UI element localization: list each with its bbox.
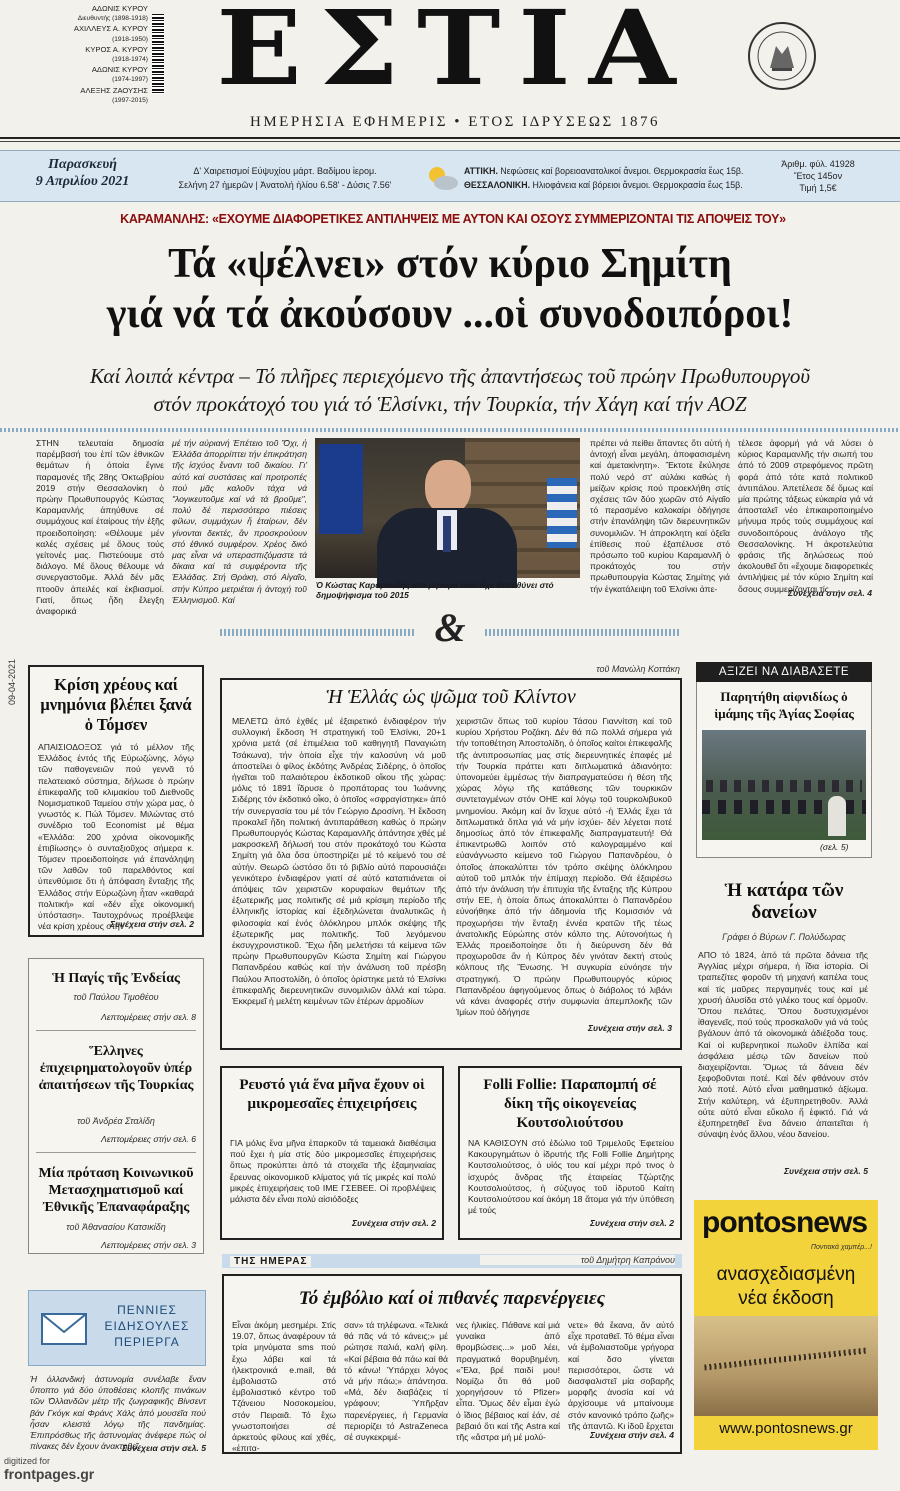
issue-price: Τιμή 1,5€ xyxy=(799,183,837,193)
stack-item-3-byline: τοῦ Ἀθανασίου Κατσικίδη xyxy=(66,1222,166,1232)
stack-item-1-continued[interactable]: Λεπτομέρειες στήν σελ. 8 xyxy=(101,1012,196,1022)
vaccine-label: ΤΗΣ ΗΜΕΡΑΣ xyxy=(230,1256,311,1267)
founder-line: ΑΛΕΞΗΣ ΖΑΟΥΣΗΣ xyxy=(80,85,148,95)
lead-kicker: ΚΑΡΑΜΑΝΛΗΣ: «ΕΧΟΥΜΕ ΔΙΑΦΟΡΕΤΙΚΕΣ ΑΝΤΙΛΗΨΕΙΣ ΜΕ ΑΥΤΟΝ ΚΑΙ ΟΣΟΥΣ ΣΥΜΜΕΡΙΖΟΝΤΑΙ ΤΙΣ ΑΠΟΨΕΙΣ ΤΟΥ» xyxy=(120,212,786,226)
vaccine-column-1: Εἶναι ἀκόμη μεσημέρι. Στίς 19.07, ὅπως ἀναφέρουν τά τρία μηνύματα sms πού ἔχω λάβει καί τά ἠλεκτρονικά e.mail, θά ἐμβολιαστῶ στό ἐμβολιαστικό κέντρο τοῦ Τζάνειου Νοσοκομείου, στόν Πειραιᾶ. Τό ἔχω γνωστοποιήσει σέ ἀρκετούς φίλους καί χθές, «ἐπιτα- xyxy=(232,1320,336,1454)
procession-row xyxy=(704,1347,868,1370)
ad-text-line1: ανασχεδιασμένη xyxy=(716,1264,856,1285)
crisis-continued[interactable]: Συνέχεια στήν σελ. 2 xyxy=(109,919,194,929)
founder-line: (1997-2015) xyxy=(112,96,148,104)
lead-photo-caption: Ὁ Κώστας Καραμανλής στό μήνυμα πού εἶχε ἀπευθύνει στό δημοψήφισμα τοῦ 2015 xyxy=(316,580,554,600)
lead-continued[interactable]: Συνέχεια στήν σελ. 4 xyxy=(787,588,872,598)
greek-flag-icon xyxy=(547,478,577,548)
must-read-title[interactable]: Παρητήθη αἰφνιδίως ὁ ἰμάμης τῆς Ἁγίας Σοφίας xyxy=(714,689,854,721)
issue-year: Ἔτος 145ον xyxy=(793,171,843,181)
founder-line: ΑΔΩΝΙΣ ΚΥΡΟΥ xyxy=(91,4,148,13)
crisis-article-body: ΑΠΑΙΣΙΟΔΟΞΟΣ γιά τό μέλλον τῆς Ἑλλάδος ἐντός τῆς Εὐρωζώνης, λόγῳ τῶν παθογενειῶν πού γεννᾶ τό πελατειακό σύστημα, δήλωσε ὁ πρώην ἐπικεφαλῆς τοῦ κλιμακίου τοῦ Διεθνοῦς Νομισματικοῦ Ταμείου στήν χώρα μας, ὁ γνωστός κ. Πώλ Τόμσεν. Μιλώντας στό συνέδριο τοῦ Economist μέ θέμα «Ἑλλάδα: 200 χρόνια οἰκονομικῆς ἐπιβίωσης» ὁ συνταξιοῦχος σήμερα κ. Τόμσεν προειδοποίησε γιά ἐπανάληψη τῶν λαθῶν τοῦ παρελθόντος καί ὑπενθύμισε ὅτι ἡ ἀπόφαση ἔνταξης τῆς Ἑλλάδος στήν Εὐρωζώνη ἦταν «καθαρά πολιτική» καί «δέν εἶχε οἰκονομική ὑπόσταση». Ταυτοχρόνως προέβλεψε νέα κρίση χρέους στήν xyxy=(38,742,194,932)
vaccine-column-4: νετε» θά ἔκανα, ἄν αὐτό εἶχε προταθεῖ. Τό θέμα εἶναι νά ἐμβολιαστοῦμε γρήγορα καί δσο γίνεται περισσότεροι, ὥστε νά διασφαλιστεῖ μία σοβαρῆς μορφῆς ἀνοσία καί νά ἀρχίσουμε νά μπαίνουμε στόν κανονικό τρόπο ζωῆς» τῆς ἀπαντῶ. Κι ἰδοῦ ἔρχεται xyxy=(568,1320,674,1431)
founders-list xyxy=(8,4,148,106)
must-read-page[interactable]: (σελ. 5) xyxy=(820,842,849,852)
weather-region: ΘΕΣΣΑΛΟΝΙΚΗ. xyxy=(464,180,531,190)
speaker-tie xyxy=(443,516,451,552)
lead-deck-line2: στόν προκάτοχό του γιά τό Ἑλσίνκι, τήν Τουρκία, τήν Χάγη καί τήν ΑΟΖ xyxy=(153,392,747,416)
footer-watermark xyxy=(4,1456,144,1482)
stack-item-2-title[interactable]: Ἕλληνες ἐπιχειρηματολογοῦν ὑπέρ ἀπαιτήσεων τῆς Τουρκίας xyxy=(38,1044,194,1093)
mosque-photo xyxy=(702,730,866,840)
folli-article-title[interactable]: Folli Follie: Παραπομπή σέ δίκη τῆς οἰκογενείας Κουτσολιούτσου xyxy=(483,1077,657,1131)
founder-line: (1974-1997) xyxy=(112,76,148,84)
stack-item-3-continued[interactable]: Λεπτομέρειες στήν σελ. 3 xyxy=(101,1240,196,1250)
weather-block xyxy=(464,164,754,192)
loans-continued[interactable]: Συνέχεια στήν σελ. 5 xyxy=(783,1166,868,1176)
liquidity-article-title[interactable]: Ρευστό γιά ἕνα μῆνα ἔχουν οἱ μικρομεσαῖες ἐπιχειρήσεις xyxy=(239,1077,425,1112)
clinton-continued[interactable]: Συνέχεια στήν σελ. 3 xyxy=(587,1023,672,1033)
clinton-column-1: ΜΕΛΕΤΩ ἀπό ἐχθές μέ ἐξαιρετικό ἐνδιαφέρον τήν συλλογική ἔκδοση Ἡ στρατηγική τοῦ Ἑλσίνκι, 20+1 χρόνια μετά (σέ ἐπιμέλεια τοῦ καθηγητῆ Παναγιώτη Τσάκωνα), τήν ὁποία εἶχε τήν καλοσύνη νά μοῦ ἀποστείλει ὁ φίλος ἐκδότης Ἀνδρέας Σιδέρης, ὁ ὁποῖος ἡγεῖται τοῦ παλαιότερου ἐκδοτικοῦ οἴκου τῆς χώρας: μόλις τό 1891 ἵδρυσε ὁ προπάτορας του Ἰωάννης Σιδέρης τόν ἐκδοτικό οἶκο, ὁ ὁποῖος «σφραγίστηκε» ἀπό τήν συνεργασία του μέ τόν Γεώργιο Δροσίνη. Ἡ ἔκδοση προκαλεῖ ἤδη πολιτική ἀντιπαράθεση καθώς ὁ πρώην Πρωθυπουργός Κώστας Καραμανλῆς ἀπάντησε χθές μέ μακροσκελῆ δήλωσή του στόν προκάτοχό του Κώστα Σημίτη γιά ὅλα ὅσα ὑποστηρίζει μέ τό κείμενό του σέ αὐτήν. Θεωρῶ ὡστόσο ὅτι τό βιβλίο αὐτό παρουσιάζει γενικότερο ἐνδιαφέρον γιατί σέ αὐτό καταπιάνεται οἱ ἀπόψεις τῶν χειριστῶν κορυφαίων θεμάτων τῆς ἐξωτερικῆς μας πολιτικῆς σέ μιά κρίσιμη περίοδο τῆς ἑλληνικῆς ἱστορίας καί ἐξεδηλώνεται ἀναλυτικῶς ἡ φιλοσοφία καί ἑνός ὁλόκληρου μπλόκ σκέψης τῆς ἐξωτερικῆς μας πολιτικῆς. Τοῦ λεγόμενου ἐκσυγχρονιστικοῦ. Ἔχω ἤδη μελετήσει τά κείμενα τῶν πρώην Πρωθυπουργῶν Κώστα Σημίτη καί Γιώργου Παπανδρέου καθώς καί τήν ἀνάλυση τοῦ πρέσβη Παύλου Ἀποστολίδη, ὁ ὁποῖος ὁρίστηκε μετά τό Ἑλσίνκι ἐπικεφαλῆς διερευνητικῶν συνομιλιῶν ἀλλά καί τώρα. Ἐκκρεμεῖ ἡ μελέτη κειμένων τῶν ἐτέρων ἁρμοδίων xyxy=(232,716,446,1007)
lead-photo xyxy=(315,438,580,578)
lead-deck-line1: Καί λοιπά κέντρα – Τό πλῆρες περιεχόμενο τῆς ἀπαντήσεως τοῦ πρώην Πρωθυπουργοῦ xyxy=(90,364,810,388)
envelope-icon xyxy=(40,1306,88,1350)
ad-tagline: Ποντιακά χαμπέρ...! xyxy=(810,1244,872,1251)
stack-item-1-title[interactable]: Ἡ Παγίς τῆς Ἐνδείας xyxy=(52,971,180,986)
newspaper-title: ΕΣΤΙΑ xyxy=(216,0,694,110)
date-block xyxy=(20,156,145,190)
liquidity-continued[interactable]: Συνέχεια στήν σελ. 2 xyxy=(351,1218,436,1228)
ad-url[interactable]: www.pontosnews.gr xyxy=(719,1420,853,1437)
lead-column-1: ΣΤΗΝ τελευταία δημοσία παρέμβασή του ἐπί τῶν ἐθνικῶν θεμάτων ἡ ὁποία ἔγινε παραμονές τῆς 28ης Ὀκτωβρίου 2019 στήν Θεσσαλονίκη ὁ πρώην Πρωθυπουργός Κώστας Καραμανλής ἀπηύθυνε σέ συμμάχους καί ἑταίρους τήν ἑξῆς προειδοποίηση: «Θέλουμε μέν καλές σχέσεις μέ ὅλους τούς γείτονές μας. Πιστεύουμε στό διάλογο. Μέ ὅλους θέλουμε νά συνεργαστοῦμε. Ἀλλά δέν μᾶς πτοοῦν ἀπειλές καί ἐκβιασμοί. Γιατί, ὅπως ἤδη ἔλεγξη ἀναφορικά xyxy=(36,438,164,617)
folli-article-body: ΝΑ ΚΑΘΙΣΟΥΝ στό ἑδώλιο τοῦ Τριμελοῦς Ἐφετείου Κακουργημάτων ὁ ἱδρυτής τῆς Folli Follie Δημήτρης Κουτσολιούτσος, ὁ υἱός του καί μέχρι πρό τινος ὁ ἰσχυρός ἄνδρας τῆς ἑταιρείας Τζώρτζης Κουτσολιούτσος, ἡ σύζυγος τοῦ ἱδρυτοῦ Καίτη Κουτσολιούτσου καί ἀκόμη 18 ἄτομα γιά τήν ὑπόθεση μέ τούς xyxy=(468,1138,674,1216)
vaccine-byline: τοῦ Δημήτρη Καπράνου xyxy=(480,1255,675,1265)
issue-block xyxy=(758,158,878,194)
liquidity-article-body: ΓΙΑ μόλις ἕνα μῆνα ἐπαρκοῦν τά ταμειακά διαθέσιμα πού ἔχει ἡ μία στίς δύο μικρομεσαῖες ἐπιχειρήσεις ὅπως προκύπτει ἀπό τά στοιχεῖα τῆς ἐξαμηνιαίας ἔρευνας οἰκονομικοῦ κλίματος γιά τίς μικρές καί πολύ μικρές ἐπιχειρήσεις τοῦ ΙΜΕ ΓΣΕΒΕΕ. Οἱ προβλέψεις μάλιστα δέν εἶναι πολύ αἰσιόδοξες xyxy=(230,1138,436,1205)
must-read-label: ΑΞΙΖΕΙ ΝΑ ΔΙΑΒΑΣΕΤΕ xyxy=(696,662,872,682)
side-date: 09-04-2021 xyxy=(7,658,17,705)
issue-number: Ἀριθμ. φύλ. 41928 xyxy=(781,159,855,169)
lead-column-2: μέ τήν αὐριανή Ἐπέτειο τοῦ Ὄχι, ἡ Ἑλλάδα ἀπορρίπτει τήν ἐπικράτηση τῆς ἰσχύος ἔναντι τοῦ δικαίου. Γι' αὐτό καί συστάσεις καί προτροπές πού μᾶς καλοῦν τάχα νά "λογικευτοῦμε καί νά τά βροῦμε", πολύ δέ περισσότερο πιέσεις φίλων, συμμάχων ἤ ἑταίρων, δέν γίνονται δεκτές, ἄν προσκρούουν στό ἐθνικό συμφέρον. Χρέος δικό μας εἶναι νά υπερασπιζόμαστε τά δίκαια καί τά συμφέροντα τῆς Ἑλλάδας. Στή Θράκη, στό Αἰγαῖο, στήν Κύπρο μετριέται ἡ ἀντοχή τοῦ Ἑλληνισμοῦ. Καί xyxy=(172,438,307,605)
clinton-byline: τοῦ Μανώλη Κοττάκη xyxy=(596,664,680,674)
ad-brand: pontosnews xyxy=(702,1206,868,1239)
date-text: 9 Απριλίου 2021 xyxy=(35,174,130,189)
barcode-icon xyxy=(152,14,164,94)
founder-line: (1918-1950) xyxy=(112,35,148,43)
weather-forecast: Νεφώσεις καί βορειοανατολικοί ἄνεμοι. Θερμοκρασία ἕως 15β. xyxy=(497,166,744,176)
ampersand: & xyxy=(434,605,466,650)
vaccine-column-3: νες ἡλικίες. Πάθανε καί μιά γυναίκα ἀπό θρομβώσεις...» μοῦ λέει, πραγματικά θορυβημένη. «Ἔλα, βρέ παιδί μου! Νομίζω ὅτι θά μοῦ χορηγήσουν τό Pfizer» εἶπα. Ὅμως δέν εἶμαι ἐγώ ὁ ἴδιος βέβαιος καί ἐάν, σέ βεβαιό ὅτι καί τῆς Astra καί τῆς «ἄστρα μή μέ μολύ- xyxy=(456,1320,560,1443)
day-name: Παρασκευή xyxy=(48,157,117,172)
stack-item-1-byline: τοῦ Παύλου Τιμοθέου xyxy=(73,992,159,1002)
loans-article-title[interactable]: Ἡ κατάρα τῶν δανείων xyxy=(724,880,844,923)
founder-line: ΚΥΡΟΣ Α. ΚΥΡΟΥ xyxy=(85,44,148,54)
founder-line: Διευθυντής (1898-1918) xyxy=(77,15,148,23)
loans-article-body: ΑΠΟ τό 1824, ἀπό τά πρῶτα δάνεια τῆς Ἀγγλίας μέχρι σήμερα, ἡ ἴδια ἱστορία. Οἱ τραπεζίτες φοροῦν τή μηχανή καπέλα τους καί τίς μαῦρες περγαμηνές τους καί μέ χρυσή ἀλυσίδα στό γιλέκο τους καί ὁρμοῦν. Ὅπου πελάτες. Ὅπου δυστυχισμένοι ἰθαγενεῖς, πού τούς προσκαλοῦν γιά νά τούς βγάλουν ἀπό τά οἰκονομικά ἀδιέξοδα τους. Καί οἱ κυβερνητικοί πωλοῦν ἐλπίδα καί ἀσφάλεια μέσῳ τῶν δανείων πού διαχειρίζονται. Ὅμως τά δάνεια δέν ξεφοβοῦνται ποτέ. Καί δέν φθάνουν στόν λαό ποτέ. Αὐτό εἶναι μαθηματικό ἀξίωμα. Στήν καλύτερη, νά ἐξυπηρετηθοῦν. Ἀλλά ούτε αὐτό εἶναι εὔκολο ἤ ἐφικτό. Γιά νά ἐξυπηρετηθεῖ ἕνα δάνειο ἀπαιτεῖται ἡ σύναψη ἑνός ἄλλου, νέου δανείου. xyxy=(698,950,868,1140)
stack-item-2-byline: τοῦ Ἀνδρέα Σταλίδη xyxy=(77,1116,155,1126)
seal-icon xyxy=(748,22,816,90)
lead-headline-line1: Τά «ψέλνει» στόν κύριο Σημίτη xyxy=(168,241,732,287)
pontosnews-ad[interactable] xyxy=(694,1200,878,1450)
newspaper-subtitle: ΗΜΕΡΗΣΙΑ ΕΦΗΜΕΡΙΣ • ΕΤΟΣ ΙΔΡΥΣΕΩΣ 1876 xyxy=(250,114,660,130)
weather-icon xyxy=(425,164,459,192)
lead-headline-line2: γιά νά τά ἀκούσουν ...οἱ συνοδοιπόροι! xyxy=(106,291,794,337)
lead-column-3: πρέπει νά πείθει ἅπαντες ὅτι αὐτή ἡ ἀντοχή εἶναι μεγάλη, ἀποφασισμένη καί ἀμετακίνητη». Ἔκτοτε ἔκύλησε πολύ νερό στ' αὐλάκι καθώς ἡ μείζων κρίσις πού προεκλήθη στίς σχέσεις τῶν δύο χωρῶν στό Αἰγαῖο τό περασμένο καλοκαίρι ὁδήγησε στήν ἐπανάληψη τῶν διερευνητικῶν συνομιλιῶν. Ἡ ἀπροκλητη καί ὀξεῖα ἐπίθεσις πού ἐξαπέλυσε στό πρόσωπο τοῦ κυρίου Καραμανλῆ ὁ προκάτοχός του στήν πρωθυπουργία Κώστας Σημίτης γιά τήν ἐγκατάλειψη τοῦ Ἑλσίνκι ἀπε- xyxy=(590,438,730,594)
crisis-article-title[interactable]: Κρίση χρέους καί μνημόνια βλέπει ξανά ὁ Τόμσεν xyxy=(40,675,192,734)
saints-text: Δ' Χαιρετισμοί Εὐψυχίου μάρτ. Βαδίμου ἱερομ. xyxy=(193,166,377,176)
stack-item-2-continued[interactable]: Λεπτομέρειες στήν σελ. 6 xyxy=(101,1134,196,1144)
lead-column-4: τέλεσε ἀφορμή γιά νά λύσει ὁ κύριος Καραμανλῆς τήν σιωπή του ἀπό τό 2009 στρεφόμενος πρῶτη φορά ἀπό τότε κατά πολιτικοῦ ἀντιπάλου. Ἀπετέλεσε δέ ὅμως καί μία πρώτης τάξεως εὐκαιρία γιά νά ἀποσταλεῖ νέο ἐπικαιροποιημένο μήνυμα πρός τούς συμμάχους καί συνοδοιπόρους ἀνάλογο τῆς Θεσσαλονίκης. Ἡ ἀκροτελεύτια φράσις τῆς δηλώσεως πού ἀκολουθεῖ ὅτι «ἔχουμε διαφορετικές ἀντιλήψεις μέ τόν κύριο Σημίτη καί ὅσους συμμερίζονται τίς xyxy=(738,438,873,594)
eu-flag-icon xyxy=(319,444,363,534)
stack-item-3-title[interactable]: Μία πρόταση Κοινωνικοῦ Μετασχηματισμοῦ καί Ἐθνικῆς Ἐπαναφάραξης xyxy=(38,1166,194,1215)
weather-region: ΑΤΤΙΚΗ. xyxy=(464,166,498,176)
vaccine-column-2: σαν» τά τηλέφωνα. «Τελικά θά πᾶς νά τό κάνεις;» μέ ρώτησε παλιά, καλή φίλη. «Καί βέβαια θά πάω καί θά τό κάνω! Ὑπάρχει λόγος νά μήν πάω;» ἀπάντησα. «Μά, δέν διαβάζεις τί γράφουν; Ὑπῆρξαν παρενέργειες, ἡ Γερμανία περιορίζει τό AstraZeneca σέ συγκεκριμέ- xyxy=(344,1320,448,1443)
pennies-title: ΠΕΝΝΙΕΣ ΕΙΔΗΣΟΥΛΕΣ ΠΕΡΙΕΡΓΑ xyxy=(104,1303,190,1349)
folli-continued[interactable]: Συνέχεια στήν σελ. 2 xyxy=(589,1218,674,1228)
footer-line1: digitized for xyxy=(4,1456,51,1466)
clinton-article-title[interactable]: Ἡ Ἑλλάς ὡς ψῶμα τοῦ Κλίντον xyxy=(326,686,576,708)
founder-line: (1918-1974) xyxy=(112,56,148,64)
sun-moon-text: Σελήνη 27 ἡμερῶν | Ἀνατολή ἡλίου 6.58' - Δύσις 7.56' xyxy=(178,180,392,190)
vaccine-continued[interactable]: Συνέχεια στήν σελ. 4 xyxy=(589,1430,674,1440)
ad-text-line2: νέα έκδοση xyxy=(738,1288,834,1309)
founder-line: ΑΔΩΝΙΣ ΚΥΡΟΥ xyxy=(91,65,148,75)
weather-forecast: Ηλιοφάνεια καί βόρειοι ἄνεμοι. Θερμοκρασία ἕως 15β. xyxy=(530,180,743,190)
ad-image xyxy=(694,1316,878,1416)
loans-byline: Γράφει ὁ Βύρων Γ. Πολύδωρας xyxy=(722,932,846,942)
worshipper-row xyxy=(706,780,862,792)
calendar-block xyxy=(150,164,420,192)
speaker-head xyxy=(425,460,471,514)
pennies-body: Ἡ ὀλλανδική ἀστυνομία συνέλαβε ἕναν ὕποπτο γιά δύο ὑποθέσεις κλοπῆς πινάκων τῶν Ὀλλανδῶν μέτρ τῆς ζωγραφικῆς Βίνσεντ βάν Γκόγκ καί Φράνς Χάλς ἀπό μουσεῖα πού ἦσαν κλειστά λόγῳ τῆς πανδημίας. Ἐπιπρόσθως τῆς ἀστυνομίας ἀνέφερε πώς οἱ πίνακες δέν ἔχουν ἀνακτηθεῖ xyxy=(30,1374,206,1452)
vaccine-article-title[interactable]: Τό ἐμβόλιο καί οἱ πιθανές παρενέργειες xyxy=(298,1288,606,1309)
founder-line: ΑΧΙΛΛΕΥΣ Α. ΚΥΡΟΥ xyxy=(73,24,148,34)
footer-line2: frontpages.gr xyxy=(4,1466,95,1482)
pennies-continued[interactable]: Συνέχεια στήν σελ. 5 xyxy=(121,1443,206,1453)
imam-figure xyxy=(828,796,846,836)
clinton-column-2: χειριστῶν ὅπως τοῦ κυρίου Τάσου Γιαννίτση καί τοῦ κυρίου Χρήστου Ροζάκη. Δέν θά πῶ πολλά σήμερα γιά τήν τοποθέτηση Ἀποστολίδη, ὁ ὁποῖος καίτοι ἐπικεφαλῆς τῆς ἀντιπροσωπίας μας στίς διερευνητικές ἐπαφές μέ τήν Τουρκία πράττει κατι διπλωματικά ἀδιανόητο: ὑπονομεύει ἐμμέσως τήν διαπραγματεύσει ἡ θέση τῆς χώρας λόγῳ τῆς κατάθεσης τῶν τουρκικῶν συντεταγμένων στόν ΟΗΕ καί λόγῳ τοῦ τουρκολιβυκοῦ μνημονίου. Ἀκόμη καί ἄν ἴσχυε αὐτό -ἡ Ἑλλάς ἔχει τά διπλωματικά ὅπλα γιά νά μήν ἰσχύει- δέν λέγεται ποτέ δημοσίως ἀπό τόν ἐπικεφαλῆς διαπραγματευτή! Θά ἐπικεντρωθῶ λοιπόν στό καλογραμμένο καί εὐανάγνωστο κείμενο τοῦ Γιώργου Παπανδρέου, ὁ ὁποῖος ἀποκαλύπτει τόν τρόπο σκέψης ὁλόκληρου αὐτοῦ τοῦ μπλόκ τήν ἐπίμαχη περίοδο. Θά ἐξαιρέσω ἀπό τήν ἀνάλυση τήν ἐπιτυχία τῆς ἔνταξης τῆς Κύπρου στήν ΕΕ, ἡ ὁποία ὅπως ἀποκαλύπτει ὁ Παπανδρέου εὐνοήθηκε ἀπό τήν ἀδημονία τῆς Κομισσιόν νά προχωρήσει τήν ἔνταξη ἐννέα κρατῶν τῆς τέως ἀνατολικῆς Εὐρώπης στόν κόλπο της. Αὐτονοήτως ἡ Ἑλλάς προειδοποίησε ὅτι ἡ διεύρυνση δέν θά προχωροῦσε ἄν ἡ Κύπρος δέν γινόταν δεκτή στούς κόλπους τῆς Ἕνωσης. Ἡ συγκυρία εὐνόησε τήν στρατηγική. Ὁ πρώην Πρωθυπουργός κύριος Παπανδρέου ἀφηγούμενος ὅπως ὁ διάβολος τό λιβάνι νά κάνει ἀναφορές στήν συμφωνία ἀπεμπλοκῆς τῶν Ἰμίων πού ὁδήγησε xyxy=(456,716,672,1018)
